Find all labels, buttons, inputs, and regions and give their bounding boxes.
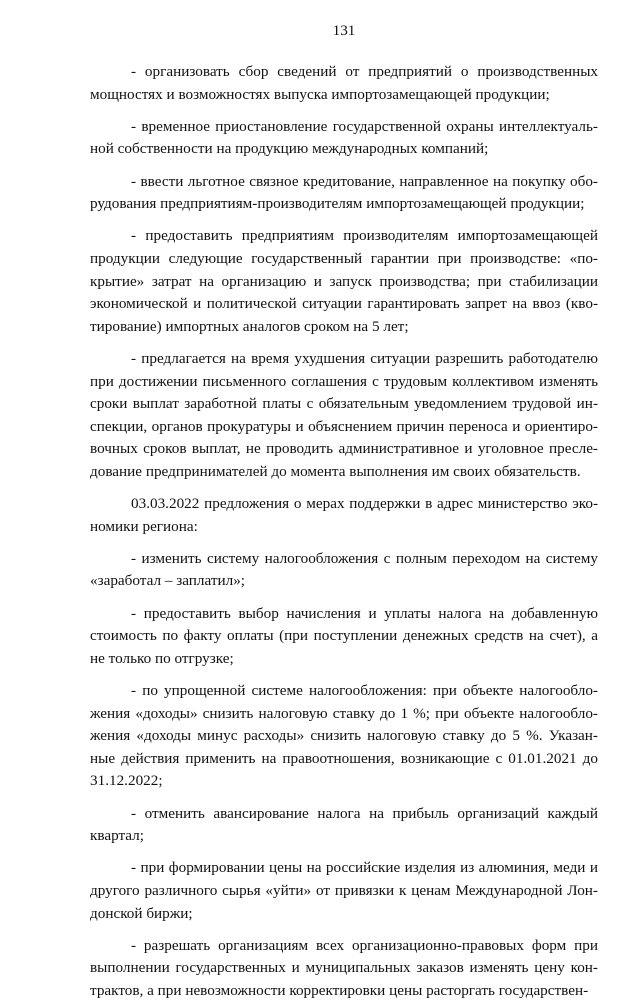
text-line: вочных сроков выплат, не проводить административное и уголовное пресле- (90, 440, 598, 458)
page-number: 131 (332, 22, 356, 39)
text-line: тирование) импортных аналогов сроком на 5 лет; (90, 317, 409, 335)
text-line: 31.12.2022; (90, 772, 163, 790)
paragraph (90, 225, 598, 338)
text-line: при достижении письменного соглашения с трудовым коллективом изменять (90, 372, 598, 390)
paragraph (90, 803, 598, 848)
text-line: - организовать сбор сведений от предприятий о производственных (131, 63, 598, 80)
paragraph (90, 116, 598, 161)
text-line: экономической и политической ситуации гарантировать запрет на ввоз (кво- (90, 295, 598, 313)
text-line: выполнении государственных и муниципальных заказов изменять цену кон- (90, 959, 598, 977)
text-line: крытие» затрат на организацию и запуск производства; при стабилизации (90, 272, 598, 290)
paragraph (90, 857, 598, 925)
text-line: - отменить авансирование налога на прибыль организаций каждый (131, 804, 598, 822)
text-line: другого различного сырья «уйти» от привязки к ценам Международной Лон- (90, 881, 598, 899)
paragraph (90, 603, 598, 671)
text-line: жения «доходы» снизить налоговую ставку до 1 %; при объекте налогообло- (90, 704, 598, 722)
text-line: продукции следующие государственный гарантии при производстве: «по- (90, 249, 598, 267)
text-line: рудования предприятиям-производителям импортозамещающей продукции; (90, 195, 585, 213)
paragraph (90, 61, 598, 106)
text-line: - по упрощенной системе налогообложения: при объекте налогообло- (131, 682, 598, 699)
paragraph (90, 680, 598, 793)
text-line: жения «доходы минус расходы» снизить налоговую ставку до 5 %. Указан- (90, 727, 598, 745)
text-line: - разрешать организациям всех организационно-правовых форм при (131, 936, 598, 954)
text-line: трактов, а при невозможности корректировки цены расторгать государствен- (90, 981, 589, 999)
text-line: спекции, органов прокуратуры и объяснением причин переноса и ориентиро- (90, 417, 598, 435)
text-line: номики региона: (90, 517, 198, 535)
paragraph (90, 935, 598, 1003)
text-line: - изменить систему налогообложения с полным переходом на систему (131, 549, 598, 567)
text-line: - при формировании цены на российские изделия из алюминия, меди и (131, 859, 598, 877)
text-line: сроки выплат заработной платы с обязательным уведомлением трудовой ин- (90, 395, 598, 413)
text-line: донской биржи; (90, 904, 193, 922)
text-line: мощностях и возможностях выпуска импортозамещающей продукции; (90, 85, 550, 103)
text-line: 03.03.2022 предложения о мерах поддержки в адрес министерство эко- (131, 495, 598, 513)
text-line: стоимость по факту оплаты (при поступлении денежных средств на счет), а (90, 627, 598, 645)
text-line: - предоставить выбор начисления и уплаты налога на добавленную (131, 604, 598, 622)
paragraph (90, 493, 598, 538)
text-line: ной собственности на продукцию международных компаний; (90, 140, 489, 158)
text-line: - временное приостановление государственной охраны интеллектуаль- (131, 117, 598, 135)
paragraph (90, 548, 598, 593)
text-line: «заработал – заплатил»; (90, 572, 246, 590)
text-line: - предлагается на время ухудшения ситуации разрешить работодателю (131, 349, 598, 367)
paragraph (90, 348, 598, 484)
text-line: не только по отгрузке; (90, 649, 234, 667)
document-body (90, 61, 598, 1003)
text-line: - ввести льготное связное кредитование, направленное на покупку обо- (131, 172, 598, 190)
paragraph (90, 171, 598, 216)
text-line: - предоставить предприятиям производителям импортозамещающей (131, 227, 598, 245)
text-line: квартал; (90, 827, 144, 845)
text-line: дование предпринимателей до момента выполнения им своих обязательств. (90, 462, 581, 480)
text-line: ные действия применить на правоотношения, возникающие с 01.01.2021 до (90, 749, 598, 767)
